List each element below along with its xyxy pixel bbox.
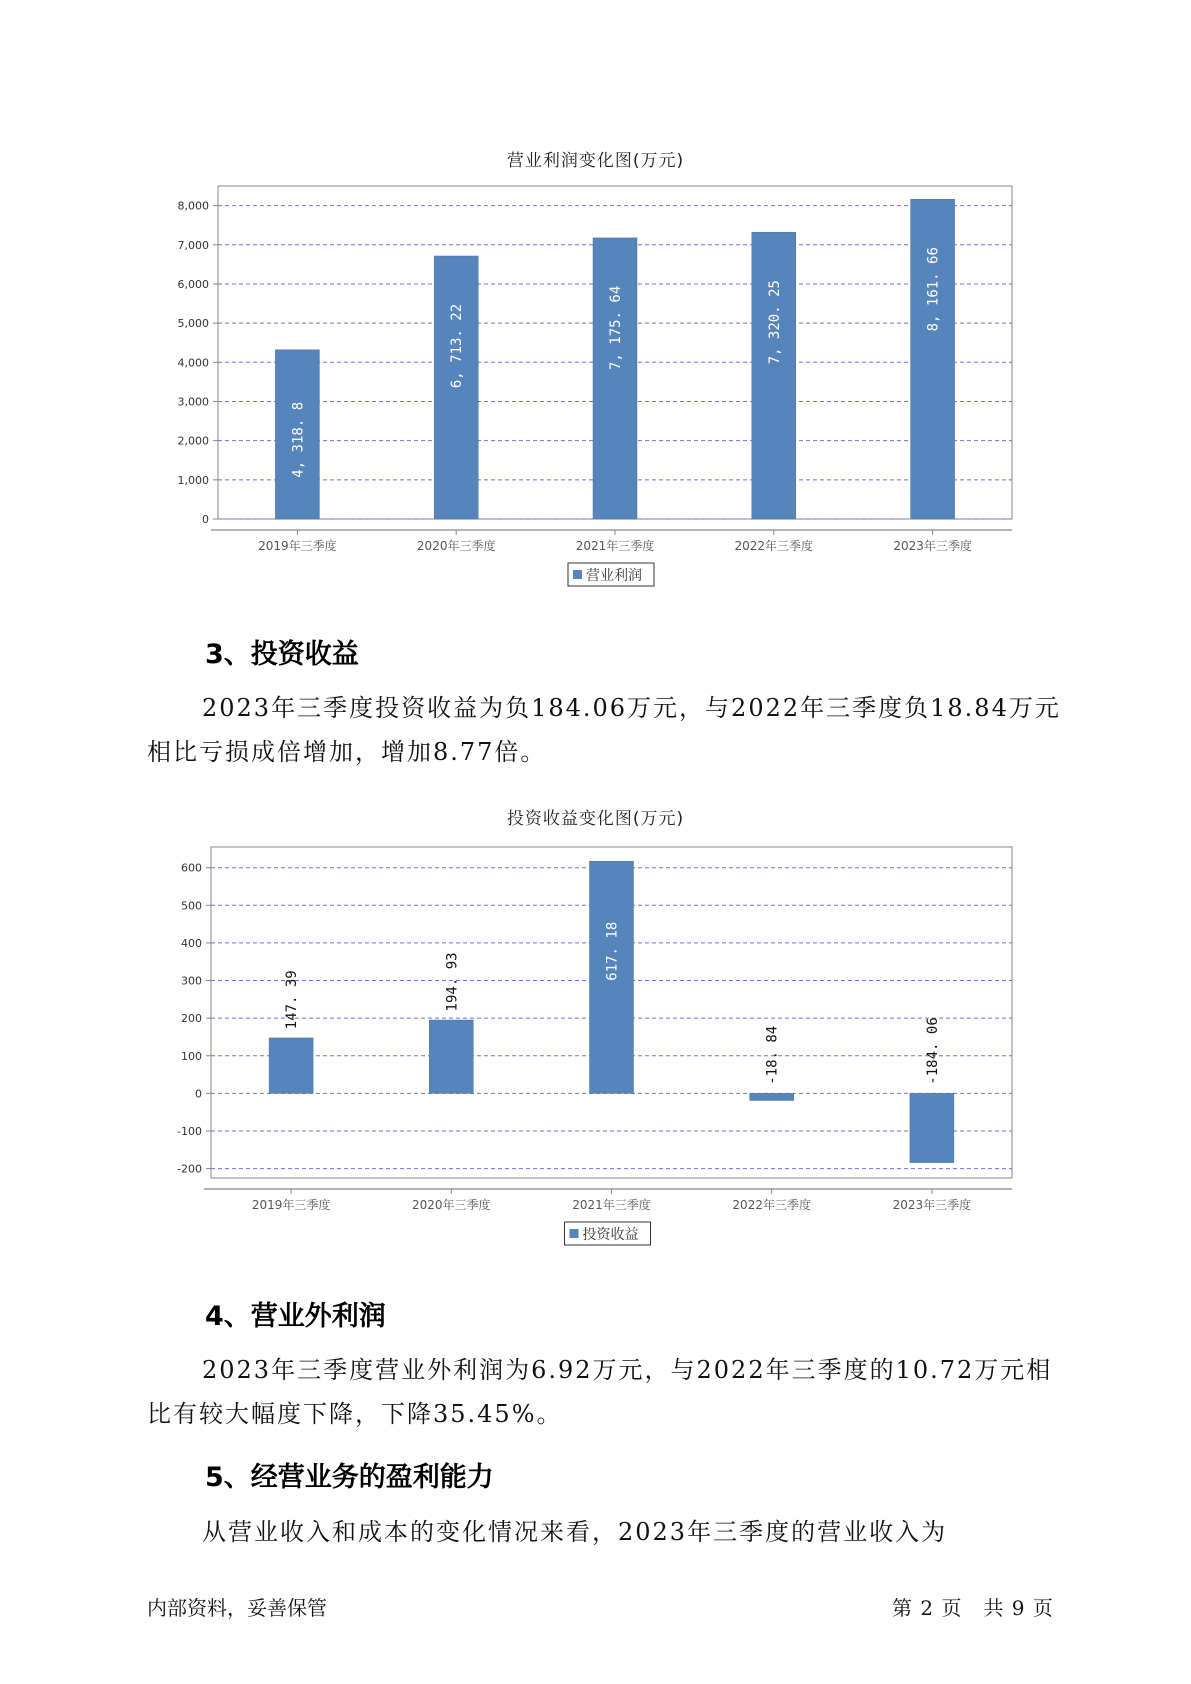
y-tick-label: 500	[181, 899, 202, 913]
y-tick-label: 400	[181, 936, 202, 950]
section3-heading: 3、投资收益	[205, 639, 359, 670]
bar-value-label: 8, 161. 66	[925, 247, 942, 332]
bar-value-label: 4, 318. 8	[290, 401, 307, 478]
y-tick-label: 8,000	[177, 199, 209, 213]
x-category-label: 2019年三季度	[258, 539, 337, 553]
chart2-title: 投资收益变化图(万元)	[506, 809, 685, 829]
y-tick-label: 7,000	[177, 238, 209, 252]
y-tick-label: 2,000	[177, 434, 209, 448]
x-category-label: 2023年三季度	[893, 539, 972, 553]
bar-value-label: -184. 06	[924, 1017, 941, 1085]
bar-value-label: 7, 175. 64	[608, 285, 624, 371]
x-category-label: 2021年三季度	[572, 1198, 651, 1212]
footer-page-number: 第 2 页 共 9 页	[892, 1596, 1054, 1620]
legend-label: 营业利润	[586, 568, 642, 584]
y-tick-label: -100	[177, 1124, 202, 1138]
y-tick-label: 4,000	[177, 356, 209, 370]
bar-value-label: 147. 39	[284, 970, 301, 1030]
y-tick-label: 300	[181, 974, 202, 988]
bar-value-label: 617. 18	[604, 921, 621, 981]
legend-swatch	[570, 1229, 579, 1238]
bar-value-label: 194. 93	[444, 952, 461, 1012]
bar	[910, 1093, 954, 1162]
legend-label: 投资收益	[582, 1227, 639, 1243]
y-tick-label: 600	[181, 861, 202, 875]
bar-value-label: 7, 320. 25	[766, 280, 783, 365]
y-tick-label: 3,000	[177, 395, 209, 409]
y-tick-label: -200	[177, 1162, 202, 1176]
chart1-title: 营业利润变化图(万元)	[506, 151, 685, 171]
bar-value-label: 6, 713. 22	[449, 303, 466, 389]
bar	[269, 1038, 313, 1093]
y-tick-label: 0	[195, 1087, 202, 1101]
bar-value-label: -18. 84	[764, 1025, 781, 1085]
y-tick-label: 200	[181, 1012, 202, 1026]
x-category-label: 2023年三季度	[892, 1198, 972, 1212]
y-tick-label: 0	[202, 513, 209, 526]
y-tick-label: 1,000	[177, 473, 209, 487]
y-tick-label: 100	[181, 1049, 202, 1063]
footer-confidential-note: 内部资料，妥善保管	[147, 1596, 327, 1620]
section5-heading: 5、经营业务的盈利能力	[205, 1462, 494, 1493]
y-tick-label: 5,000	[177, 317, 209, 331]
y-tick-label: 6,000	[177, 277, 209, 291]
x-category-label: 2020年三季度	[416, 539, 496, 553]
bar	[429, 1020, 473, 1093]
x-category-label: 2019年三季度	[251, 1198, 331, 1212]
chart-legend	[565, 1222, 651, 1245]
section4-heading: 4、营业外利润	[205, 1301, 386, 1332]
bar	[750, 1093, 794, 1100]
section3-paragraph: 2023年三季度投资收益为负184.06万元，与2022年三季度负18.84万元相比亏损成倍增加，增加8.77倍。	[147, 694, 1061, 766]
section5-paragraph: 从营业收入和成本的变化情况来看，2023年三季度的营业收入为	[202, 1518, 948, 1546]
x-category-label: 2021年三季度	[575, 539, 655, 553]
x-category-label: 2020年三季度	[412, 1198, 491, 1212]
section4-paragraph: 2023年三季度营业外利润为6.92万元，与2022年三季度的10.72万元相比有较大幅度下降，下降35.45%。	[147, 1356, 1053, 1428]
x-category-label: 2022年三季度	[732, 1198, 811, 1212]
x-category-label: 2022年三季度	[734, 539, 814, 553]
